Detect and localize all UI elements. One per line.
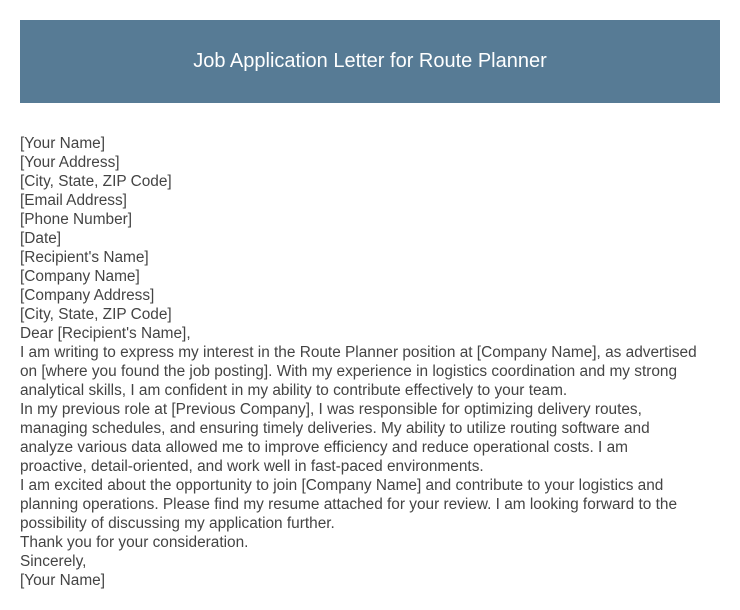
paragraph-line: on [where you found the job posting]. With my experience in logistics coordination and my strong [20,363,678,380]
paragraph-closing [20,476,725,533]
paragraph-intro [20,343,725,400]
paragraph-line: I am excited about the opportunity to join [Company Name] and contribute to your logistics and [20,477,664,494]
sender-name: [Your Name] [20,135,105,152]
paragraph-experience [20,400,725,476]
paragraph-line: analyze various data allowed me to improve efficiency and reduce operational costs. I am [20,439,628,456]
paragraph-line: proactive, detail-oriented, and work well in fast-paced environments. [20,458,484,475]
recipient-address: [Company Address] [20,287,155,304]
page-title: Job Application Letter for Route Planner [193,50,547,72]
signature: [Your Name] [20,572,105,589]
thanks-line: Thank you for your consideration. [20,534,249,551]
letter-body [20,134,725,590]
recipient-name: [Recipient's Name] [20,249,149,266]
recipient-block [20,248,725,324]
closing-line: Sincerely, [20,553,87,570]
salutation: Dear [Recipient's Name], [20,325,191,342]
paragraph-line: analytical skills, I am confident in my ability to contribute effectively to your team. [20,382,568,399]
recipient-city: [City, State, ZIP Code] [20,306,172,323]
letter-date: [Date] [20,230,62,247]
sender-phone: [Phone Number] [20,211,133,228]
sender-address: [Your Address] [20,154,120,171]
paragraph-line: managing schedules, and ensuring timely deliveries. My ability to utilize routing software and [20,420,650,437]
paragraph-line: possibility of discussing my application further. [20,515,335,532]
title-banner [20,20,720,103]
paragraph-line: I am writing to express my interest in the Route Planner position at [Company Name], as advertised [20,344,697,361]
paragraph-line: In my previous role at [Previous Company], I was responsible for optimizing delivery routes, [20,401,642,418]
sender-city: [City, State, ZIP Code] [20,173,172,190]
recipient-company: [Company Name] [20,268,140,285]
paragraph-line: planning operations. Please find my resume attached for your review. I am looking forward to the [20,496,678,513]
sender-block [20,134,725,248]
sender-email: [Email Address] [20,192,127,209]
